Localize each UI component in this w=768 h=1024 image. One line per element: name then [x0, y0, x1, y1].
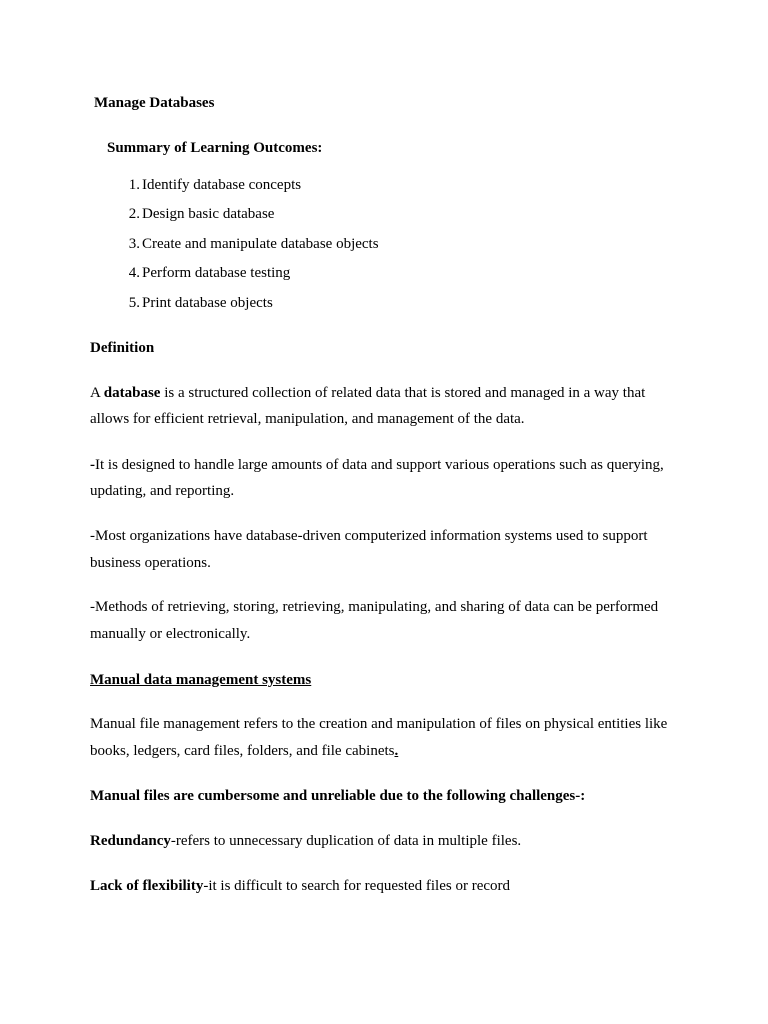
challenge-item: [90, 877, 510, 895]
challenge-text: -it is difficult to search for requested files or record: [203, 878, 511, 894]
definition-line: [90, 384, 645, 402]
paragraph-line: -Most organizations have database-driven computerized information systems used to support: [90, 528, 648, 544]
challenge-term: Redundancy: [90, 833, 171, 849]
section-heading: Manual data management systems: [90, 672, 312, 688]
list-number: 1.: [128, 177, 140, 193]
outcome-item: [126, 264, 290, 282]
paragraph-text: books, ledgers, card files, folders, and file cabinets: [90, 743, 395, 759]
paragraph-text: It is designed to handle large amounts of data and support various operations such as querying,: [95, 457, 664, 473]
paragraph-line: [90, 456, 664, 474]
definition-text: is a structured collection of related data that is stored and managed in a way that: [160, 385, 646, 401]
paragraph-line: -Methods of retrieving, storing, retrieving, manipulating, and sharing of data can be performed: [90, 599, 659, 615]
summary-heading: Summary of Learning Outcomes:: [107, 140, 323, 156]
outcome-item: [126, 235, 379, 253]
challenge-item: [90, 832, 521, 850]
paragraph-line: [90, 742, 398, 760]
challenge-text: -refers to unnecessary duplication of data in multiple files.: [170, 833, 522, 849]
outcome-item: [126, 205, 274, 223]
list-item-text: Identify database concepts: [142, 177, 302, 193]
list-item-text: Print database objects: [142, 295, 273, 311]
list-item-text: Perform database testing: [142, 265, 291, 281]
paragraph-line: business operations.: [90, 555, 211, 571]
outcome-item: [126, 294, 273, 312]
challenge-term: Lack of flexibility: [90, 878, 204, 894]
definition-prefix: A: [90, 385, 104, 401]
definition-heading: Definition: [90, 340, 155, 356]
bullet-dash: -: [90, 457, 95, 473]
outcome-item: [126, 176, 301, 194]
paragraph-line: manually or electronically.: [90, 626, 251, 642]
list-item-text: Create and manipulate database objects: [142, 236, 379, 252]
paragraph-line: updating, and reporting.: [90, 483, 235, 499]
list-number: 5.: [128, 295, 140, 311]
definition-line: allows for efficient retrieval, manipulation, and management of the data.: [90, 411, 525, 427]
period-mark: .: [394, 743, 399, 759]
list-number: 4.: [128, 265, 140, 281]
definition-term: database: [103, 385, 161, 401]
challenges-heading: Manual files are cumbersome and unreliable due to the following challenges-:: [90, 788, 586, 804]
list-number: 2.: [128, 206, 140, 222]
document-title: Manage Databases: [94, 95, 215, 111]
list-number: 3.: [128, 236, 140, 252]
list-item-text: Design basic database: [142, 206, 275, 222]
paragraph-line: Manual file management refers to the creation and manipulation of files on physical entities like: [90, 716, 668, 732]
